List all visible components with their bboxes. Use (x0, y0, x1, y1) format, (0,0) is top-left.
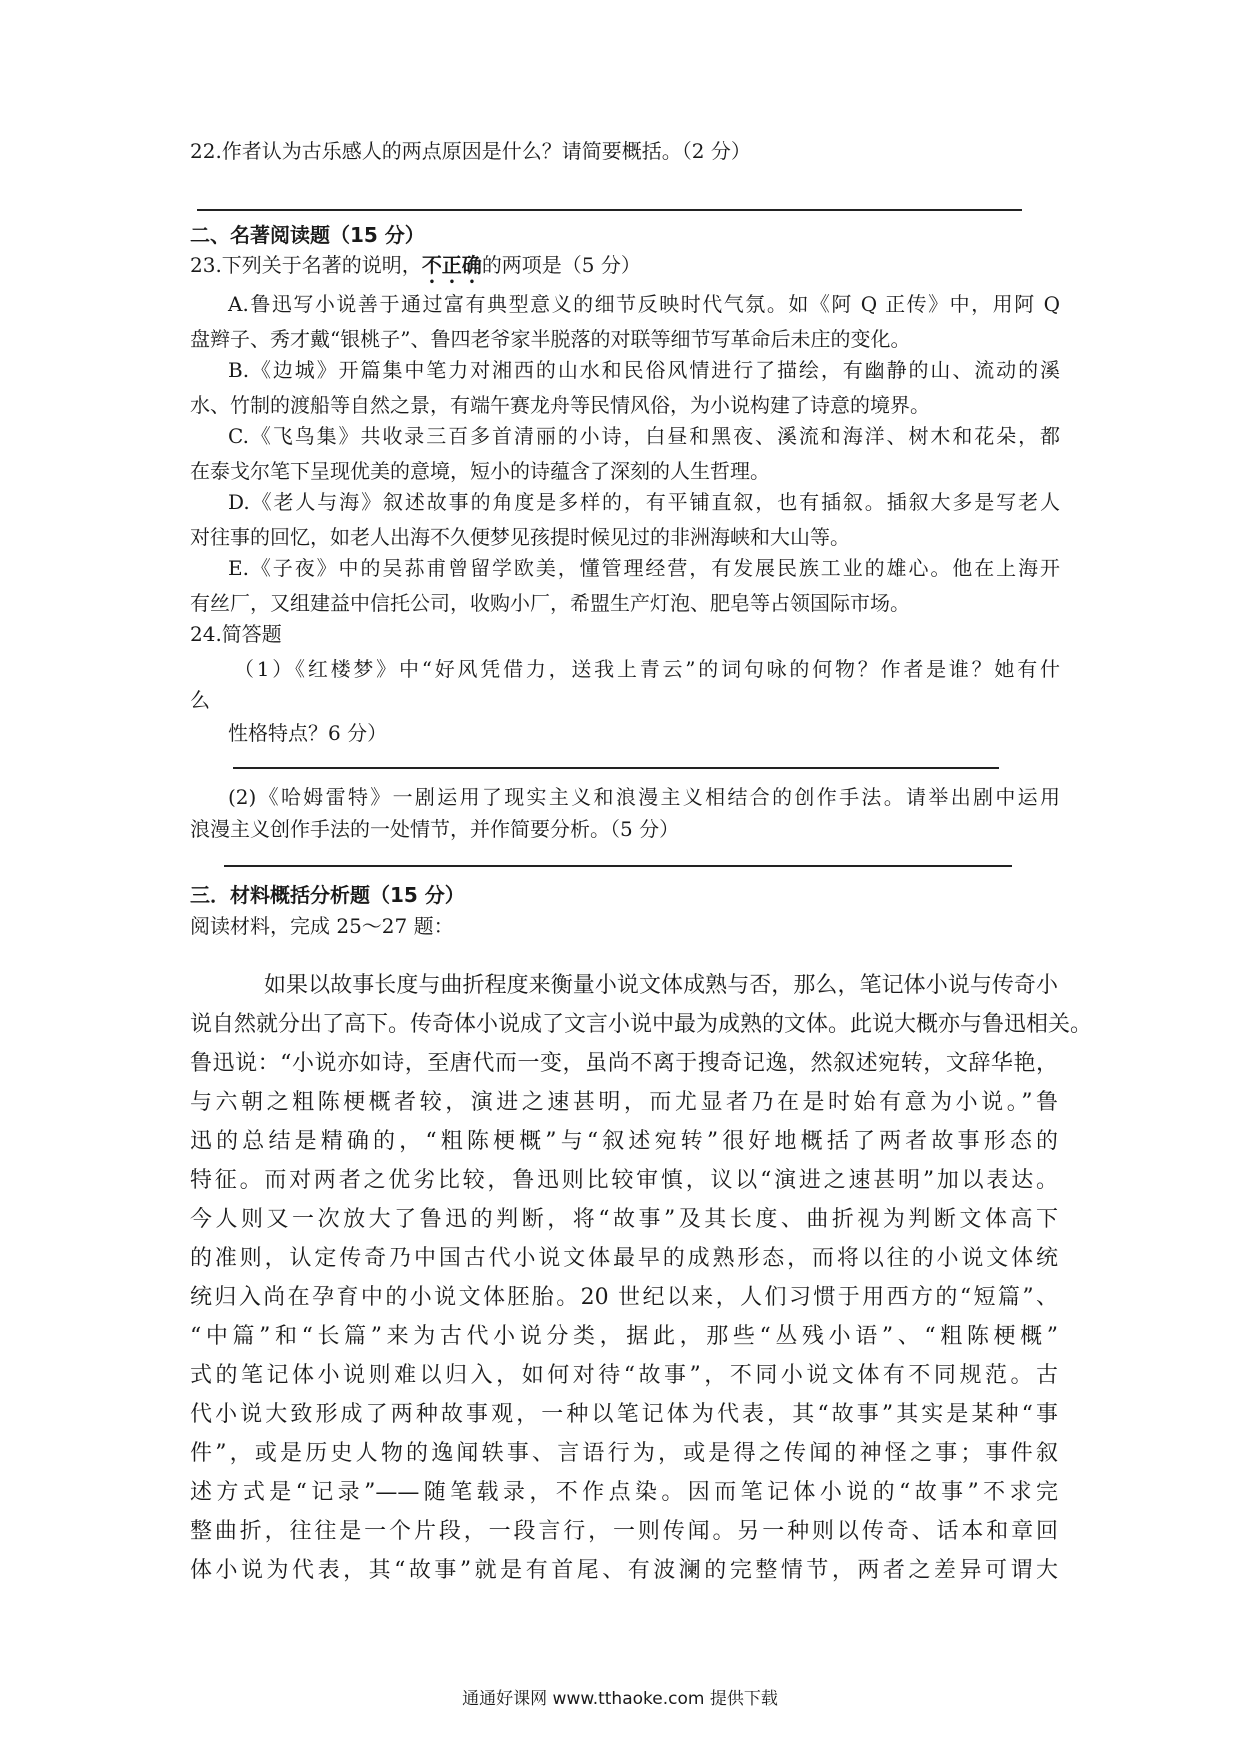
q23-option-a-line2: 盘辫子、秀才戴“银桃子”、鲁四老爷家半脱落的对联等细节写革命后未庄的变化。 (190, 327, 911, 351)
q23-option-b-line2: 水、竹制的渡船等自然之景，有端午赛龙舟等民情风俗，为小说构建了诗意的境界。 (190, 393, 930, 417)
passage-line-14: 述方式是“记录”——随笔载录，不作点染。因而笔记体小说的“故事”不求完 (190, 1480, 1058, 1505)
passage-line-15: 整曲折，往往是一个片段，一段言行，一则传闻。另一种则以传奇、话本和章回 (190, 1519, 1058, 1544)
passage-line-12: 代小说大致形成了两种故事观，一种以笔记体为代表，其“故事”其实是某种“事 (190, 1402, 1058, 1427)
passage-line-1: 如果以故事长度与曲折程度来衡量小说文体成熟与否，那么，笔记体小说与传奇小 (264, 973, 1058, 998)
passage-line-10: “中篇”和“长篇”来为古代小说分类，据此，那些“丛残小语”、“粗陈梗概” (190, 1324, 1058, 1349)
question-24-label: 24.简答题 (190, 622, 282, 646)
q23-option-d-line2: 对往事的回忆，如老人出海不久便梦见孩提时候见过的非洲海峡和大山等。 (190, 525, 850, 549)
q23-option-c-line2: 在泰戈尔笔下呈现优美的意境，短小的诗蕴含了深刻的人生哲理。 (190, 459, 770, 483)
passage-line-2: 说自然就分出了高下。传奇体小说成了文言小说中最为成熟的文体。此说大概亦与鲁迅相关。 (190, 1012, 1093, 1037)
section-2-heading: 二、名著阅读题（15 分） (190, 223, 425, 247)
q23-stem-prefix: 23.下列关于名著的说明， (190, 253, 422, 277)
q23-option-c-line1: C.《飞鸟集》共收录三百多首清丽的小诗，白昼和黑夜、溪流和海洋、树木和花朵，都 (228, 424, 1060, 448)
passage-line-13: 件”，或是历史人物的逸闻轶事、言语行为，或是得之传闻的神怪之事；事件叙 (190, 1441, 1058, 1466)
passage-line-16: 体小说为代表，其“故事”就是有首尾、有波澜的完整情节，两者之差异可谓大 (190, 1558, 1058, 1583)
q23-option-e-line2: 有丝厂，又组建益中信托公司，收购小厂，希盟生产灯泡、肥皂等占领国际市场。 (190, 591, 910, 615)
q23-option-d-line1: D.《老人与海》叙述故事的角度是多样的，有平铺直叙，也有插叙。插叙大多是写老人 (228, 490, 1060, 514)
q23-option-e-line1: E.《子夜》中的吴荪甫曾留学欧美，懂管理经营，有发展民族工业的雄心。他在上海开 (228, 556, 1060, 580)
passage-line-8: 的准则，认定传奇乃中国古代小说文体最早的成熟形态，而将以往的小说文体统 (190, 1246, 1058, 1271)
question-23-stem (190, 251, 641, 288)
passage-line-3: 鲁迅说：“小说亦如诗，至唐代而一变，虽尚不离于搜奇记逸，然叙述宛转，文辞华艳， (190, 1051, 1058, 1076)
answer-line-q24-1 (233, 767, 999, 769)
q23-stem-suffix: 的两项是（5 分） (481, 253, 641, 277)
page-footer: 通通好课网 www.tthaoke.com 提供下载 (462, 1689, 778, 1709)
passage-line-9: 统归入尚在孕育中的小说文体胚胎。20 世纪以来，人们习惯于用西方的“短篇”、 (190, 1285, 1058, 1310)
question-22: 22.作者认为古乐感人的两点原因是什么？请简要概括。（2 分） (190, 139, 751, 163)
q24-sub1-line1: （1）《红楼梦》中“好风凭借力，送我上青云”的词句咏的何物？作者是谁？她有什 (234, 657, 1060, 681)
q23-stem-emphasis: 不正确 (421, 253, 482, 277)
passage-line-5: 迅的总结是精确的，“粗陈梗概”与“叙述宛转”很好地概括了两者故事形态的 (190, 1129, 1058, 1154)
answer-line-q22 (197, 209, 1022, 211)
q24-sub1-line3: 性格特点？6 分） (228, 721, 388, 745)
section-3-intro: 阅读材料，完成 25～27 题： (190, 914, 454, 938)
passage-line-4: 与六朝之粗陈梗概者较，演进之速甚明，而尤显者乃在是时始有意为小说。”鲁 (190, 1090, 1058, 1115)
q23-option-b-line1: B.《边城》开篇集中笔力对湘西的山水和民俗风情进行了描绘，有幽静的山、流动的溪 (228, 358, 1060, 382)
q24-sub2-line2: 浪漫主义创作手法的一处情节，并作简要分析。（5 分） (190, 817, 680, 841)
q23-option-a-line1: A.鲁迅写小说善于通过富有典型意义的细节反映时代气氛。如《阿 Q 正传》中，用阿 Q (228, 292, 1060, 316)
passage-line-6: 特征。而对两者之优劣比较，鲁迅则比较审慎，议以“演进之速甚明”加以表达。 (190, 1168, 1058, 1193)
q24-sub2-line1: (2)《哈姆雷特》一剧运用了现实主义和浪漫主义相结合的创作手法。请举出剧中运用 (228, 785, 1060, 809)
passage-line-7: 今人则又一次放大了鲁迅的判断，将“故事”及其长度、曲折视为判断文体高下 (190, 1207, 1058, 1232)
section-3-heading: 三．材料概括分析题（15 分） (190, 883, 465, 907)
answer-line-q24-2 (224, 865, 1012, 867)
passage-line-11: 式的笔记体小说则难以归入，如何对待“故事”，不同小说文体有不同规范。古 (190, 1363, 1058, 1388)
q24-sub1-line2: 么 (190, 688, 210, 712)
